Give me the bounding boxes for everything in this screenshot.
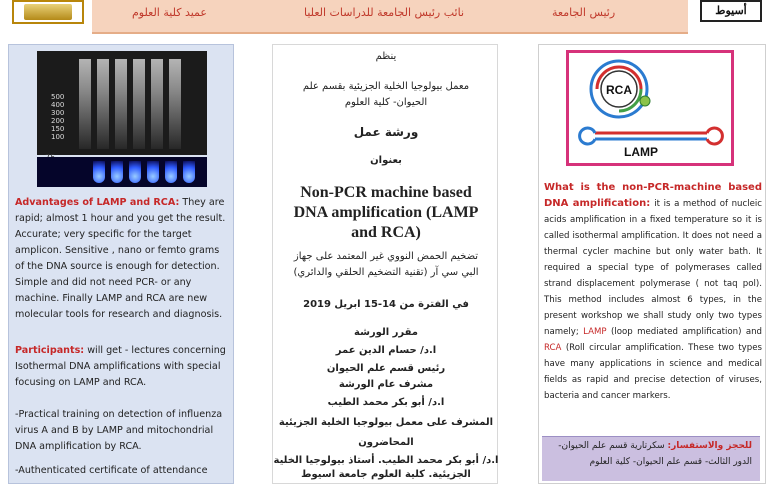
ladder-label: 200 [51,117,65,125]
body-fragment: it is a method of nucleic [654,199,762,209]
practical-line: virus A and B by LAMP and mitochondrial [15,425,214,436]
workshop-label: ورشة عمل [353,125,419,139]
body-fragment: called strand displacement polymerase ( not taq [544,263,762,289]
tube [93,161,105,183]
contact-line: سكرتارية قسم علم الحيوان- [558,441,665,451]
rapporteur-name: ا.د/ حسام الدين عمر [335,345,437,356]
supervisor-label: مشرف عام الورشة [338,379,434,390]
rapporteur-label: مقرر الورشة [354,327,418,338]
ladder-label: 500 [51,93,65,101]
header-president: رئيس الجامعة [552,6,616,19]
organizes-label: ينظم [375,51,397,62]
tube [165,161,177,183]
gel-lane [79,59,91,149]
what-is-body [544,199,762,401]
lamp-highlight: LAMP [583,327,607,337]
body-fragment: applications in science and medical fields as [544,359,762,385]
gel-lane [97,59,109,149]
lamp-loop-right [707,128,722,144]
ladder-label: 300 [51,109,65,117]
center-panel [272,44,498,484]
advantages-line: Simple and did not need PCR- or any [15,277,192,288]
workshop-title-line: Non-PCR machine based [300,184,472,201]
rca-highlight: RCA [544,343,562,353]
lamp-label: LAMP [624,145,658,159]
arabic-title-line: تضخيم الحمض النووي غير المعتمد على جهاز [293,251,479,262]
rca-lamp-illustration [569,53,731,163]
lab-line: الحيوان- كلية العلوم [344,97,428,108]
contact-box [542,436,760,481]
workshop-title-line: DNA amplification (LAMP [293,204,479,221]
body-fragment: (loop mediated [611,327,678,337]
advantages-line: Accurate; very specific for the target [15,229,192,240]
gel-electrophoresis-image [37,51,207,155]
lab-line: معمل بيولوجيا الخلية الجزيئية بقسم علم [302,81,470,92]
tube [147,161,159,183]
lecturer-line: الجزيئية. كلية العلوم جامعة اسيوط [301,469,471,480]
supervisor-name: ا.د/ أبو بكر محمد الطيب [327,397,445,408]
polymerase-dot [640,96,650,106]
body-fragment: the present workshop we shall study only two [544,295,763,321]
advantages-line: amplicon. Sensitive , nano or femto grams [15,245,220,256]
header-vice-president: نائب رئيس الجامعة للدراسات العليا [304,6,465,19]
body-fragment: bath. It required a special type of polymerases [544,247,763,273]
body-fragment: rapid and precise detection of viruses, bacteria [544,375,763,401]
contact-line: الدور الثالث- قسم علم الحيوان- كلية العلوم [589,457,752,467]
body-fragment: acids amplification in a fixed temperature so it [544,215,752,225]
participants-line: will get - lectures concerning [87,345,226,356]
advantages-line: machine. Finally LAMP and RCA are new [15,293,208,304]
advantages-line: They are [182,197,225,208]
rapporteur-title: رئيس قسم علم الحيوان [326,363,446,374]
lecturers-label: المحاضرون [358,437,414,448]
participants-section [15,343,231,391]
body-fragment: amplification) and [682,327,763,337]
ladder-label: 100 [51,133,65,141]
body-fragment: types namely; [544,311,762,337]
university-logo-right: أسيوط [700,0,762,22]
ladder-label: 150 [51,125,65,133]
body-fragment: (Roll circular [565,343,621,353]
titled-label: بعنوان [370,155,402,166]
participants-line: focusing on LAMP and RCA. [15,377,147,388]
gel-lane [115,59,127,149]
practical-line: -Practical training on detection of influenza [15,409,223,420]
certificate-line: -Authenticated certificate of attendance [15,465,208,476]
gel-lane [151,59,163,149]
fluorescent-tubes-image [37,157,207,187]
tube [111,161,123,183]
practical-line: DNA amplification by RCA. [15,441,142,452]
gel-lane [169,59,181,149]
gel-lane [133,59,145,149]
header-dean: عميد كلية العلوم [132,6,207,19]
body-fragment: and cancer markers. [582,391,671,401]
participants-title: Participants: [15,345,85,356]
workshop-period: في الفترة من 14-15 ابريل 2019 [303,299,469,310]
body-fragment: need a thermal cycler machine but only water [544,231,762,257]
body-fragment: amplification. These two types have many [544,343,762,369]
advantages-section [15,195,231,323]
tube [129,161,141,183]
contact-label: للحجز والاستفسار: [667,441,752,451]
ladder-label: 400 [51,101,65,109]
left-panel [8,44,234,484]
rca-lamp-diagram [566,50,734,166]
what-is-question: What is the non-PCR-machine based DNA amplification: [544,182,762,209]
header-band [92,0,688,34]
body-fragment: is called isothermal amplification. It does not [544,215,762,241]
supervisor-title: المشرف على معمل بيولوجيا الخلية الجزيئية [278,417,494,428]
body-fragment: pol). This method includes almost 6 types, in [544,279,762,305]
university-logo-left [12,0,84,24]
workshop-title [273,183,499,243]
arabic-title-line: البي سي آر (تقنية التضخيم الحلقي والدائري) [293,267,479,278]
practical-section [15,407,231,455]
rca-label: RCA [606,83,632,97]
advantages-line: rapid; almost 1 hour and you get the result. [15,213,226,224]
what-is-section [544,180,762,404]
participants-line: Isothermal DNA amplifications with special [15,361,221,372]
lecturer-line: ا.د/ أبو بكر محمد الطيب. أستاذ بيولوجيا الخلية [273,455,499,466]
workshop-title-line: and RCA) [351,224,421,241]
advantages-title: Advantages of LAMP and RCA: [15,197,180,208]
lamp-loop-left [580,128,595,144]
tube [183,161,195,183]
advantages-line: of the DNA source is enough for detection. [15,261,220,272]
advantages-line: molecular tools for research and diagnosis. [15,309,223,320]
